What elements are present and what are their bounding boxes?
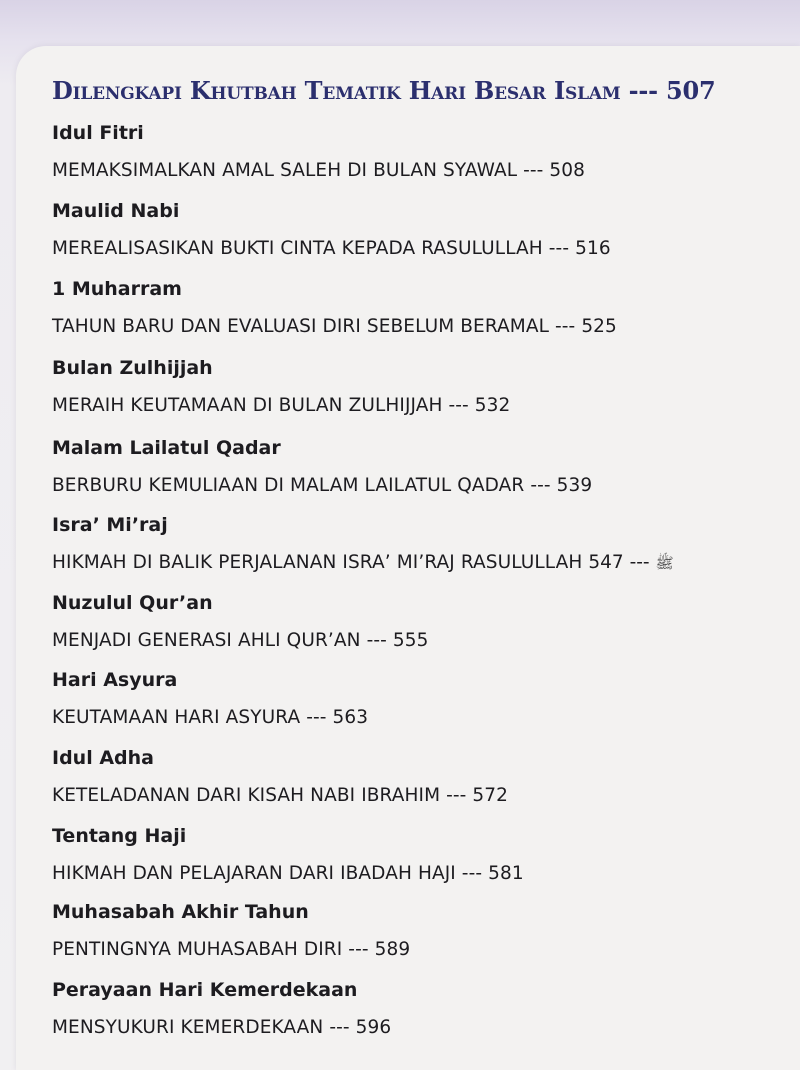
entry-title: Maulid Nabi — [52, 200, 180, 222]
entry-title: Idul Adha — [52, 747, 154, 769]
entry-description: TAHUN BARU DAN EVALUASI DIRI SEBELUM BERAMAL --- 525 — [52, 316, 617, 337]
entry-description: BERBURU KEMULIAAN DI MALAM LAILATUL QADAR --- 539 — [52, 475, 593, 496]
entry-description: KEUTAMAAN HARI ASYURA --- 563 — [52, 707, 369, 728]
entry-description: MEMAKSIMALKAN AMAL SALEH DI BULAN SYAWAL --- 508 — [52, 160, 586, 181]
entry-title: Nuzulul Qur’an — [52, 592, 213, 614]
entry-description: HIKMAH DAN PELAJARAN DARI IBADAH HAJI --- 581 — [52, 863, 524, 884]
entry-description: KETELADANAN DARI KISAH NABI IBRAHIM --- 572 — [52, 785, 509, 806]
entry-title: Isra’ Mi’raj — [52, 514, 168, 536]
entry-title: Bulan Zulhijjah — [52, 357, 213, 379]
entry-title: Perayaan Hari Kemerdekaan — [52, 979, 358, 1001]
toc-entry-nuzulul-quran — [52, 590, 782, 654]
toc-entry-hari-asyura — [52, 667, 782, 731]
section-heading: Dilengkapi Khutbah Tematik Hari Besar Islam --- 507 — [52, 76, 716, 105]
toc-entry-malam-lailatul-qadar — [52, 435, 782, 499]
entry-title: 1 Muharram — [52, 278, 182, 300]
toc-entry-perayaan-hari-kemerdekaan — [52, 977, 782, 1041]
entry-description: MENSYUKURI KEMERDEKAAN --- 596 — [52, 1017, 392, 1038]
toc-entry-idul-adha — [52, 745, 782, 809]
entry-page-number: --- 547 — [588, 552, 650, 573]
toc-entry-1-muharram — [52, 276, 782, 340]
entry-description: PENTINGNYA MUHASABAH DIRI --- 589 — [52, 939, 411, 960]
toc-entry-bulan-zulhijjah — [52, 355, 782, 419]
entry-description: MERAIH KEUTAMAAN DI BULAN ZULHIJJAH --- 532 — [52, 395, 511, 416]
entry-description: MEREALISASIKAN BUKTI CINTA KEPADA RASULULLAH --- 516 — [52, 238, 611, 259]
toc-entry-isra-miraj — [52, 512, 782, 576]
entry-title: Tentang Haji — [52, 825, 187, 847]
toc-entry-muhasabah-akhir-tahun — [52, 899, 782, 963]
toc-entry-maulid-nabi — [52, 198, 782, 262]
entry-title: Idul Fitri — [52, 122, 144, 144]
toc-entry-idul-fitri — [52, 120, 782, 184]
entry-description — [52, 550, 782, 576]
entry-description: MENJADI GENERASI AHLI QUR’AN --- 555 — [52, 630, 429, 651]
salawat-symbol: ﷺ — [655, 554, 674, 572]
entry-title: Muhasabah Akhir Tahun — [52, 901, 309, 923]
toc-entry-tentang-haji — [52, 823, 782, 887]
entry-title: Malam Lailatul Qadar — [52, 437, 281, 459]
entry-description-text: HIKMAH DI BALIK PERJALANAN ISRA’ MI’RAJ RASULULLAH — [52, 552, 583, 573]
entry-title: Hari Asyura — [52, 669, 178, 691]
